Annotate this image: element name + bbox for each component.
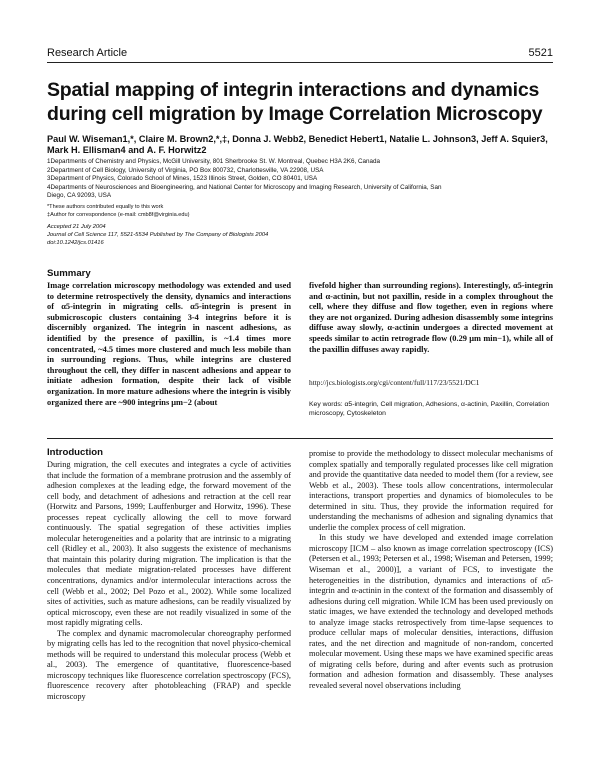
accepted-date: Accepted 21 July 2004: [47, 224, 106, 230]
section-label: Research Article: [47, 47, 128, 59]
introduction-right-column: [309, 449, 553, 692]
affiliation-3: 3Department of Physics, Colorado School of Mines, 1523 Illinois Street, Golden, CO 80401, USA: [47, 175, 318, 183]
correspondence-note: ‡Author for correspondence (e-mail: cmb8f@virginia.edu): [47, 211, 190, 218]
affiliations: [47, 158, 553, 201]
doi: doi:10.1242/jcs.01416: [47, 240, 104, 246]
intro-paragraph-1: During migration, the cell executes and integrates a cycle of activities that include the formation of a membrane protrusion and the assembly of adhesion complexes at the leading edge, the forward movement of the cell body, and detachment of adhesions and retraction at the cell rear (Horwitz and Parsons, 1999; Lauffenburger and Horwitz, 1996). These processes repeat cyclically allowing the cell to move forward continuously. The spatial segregation of these activities implies molecular heterogeneities and a polarity that are intrinsic to a migrating cell (Ridley et al., 2003). It also suggests the existence of mechanisms that maintain this polarity during migration. The implication is that the molecules that mediate migration-related processes have different concentrations, dynamics and/or intermolecular interactions across the cell (Webb et al., 2002; Del Pozo et al., 2002). While some localized sites of activities, such as mature adhesions, can be readily visualized by optical microscopy, even these are not readily visualized in some of the most rapidly migrating cells.: [47, 460, 291, 628]
journal-citation: Journal of Cell Science 117, 5521-5534 Published by The Company of Biologists 2004: [47, 232, 269, 238]
publication-info: [47, 223, 553, 247]
summary-heading: Summary: [47, 268, 91, 279]
affiliation-2: 2Department of Cell Biology, University of Virginia, PO Box 800732, Charlottesville, VA 22908, USA: [47, 166, 324, 174]
summary-left-column: Image correlation microscopy methodology was extended and used to determine retrospectively the density, dynamics and interactions of α5-integrin in migrating cells. α5-integrin is present in submicroscopic clusters containing 3-4 integrins before it is discernibly organized. The integrin in nascent adhesions, as identified by the presence of paxillin, is ~1.4 times more concentrated, ~4.5 times more clustered and much less mobile than in surrounding regions. Thus, while integrins are clustered throughout the cell, they differ in nascent adhesions and appear to initiate adhesion formation, despite their lack of visible organization. In more mature adhesions where the integrin is visibly organized there are ~900 integrins μm−2 (about: [47, 281, 291, 407]
author-list: Paul W. Wiseman1,*, Claire M. Brown2,*,‡, Donna J. Webb2, Benedict Hebert1, Natalie L. Johnson3, Jeff A. Squier3, Mark H. Ellisman4 and A. F. Horwitz2: [47, 134, 548, 155]
affiliation-1: 1Departments of Chemistry and Physics, McGill University, 801 Sherbrooke St. W. Montreal, Quebec H3A 2K6, Canada: [47, 158, 381, 165]
affiliation-4: 4Departments of Neurosciences and Bioengineering, and National Center for Microscopy and Imaging Research, University of California, San: [47, 183, 442, 191]
article-title: Spatial mapping of integrin interactions and dynamics during cell migration by Image Correlation Microscopy: [47, 79, 543, 125]
introduction-heading: Introduction: [47, 447, 103, 458]
affiliation-4-cont: Diego, CA 92093, USA: [47, 192, 112, 200]
intro-paragraph-3: promise to provide the methodology to dissect molecular mechanisms of complex spatially and temporally regulated processes like cell migration and provide the quantitative data needed to model them (for a review, see Webb et al., 2003). These tools allow concentrations, intermolecular interactions, transport properties and dynamics of biomolecules to be determined in situ. Thus, they provide the information required for understanding the mechanisms of adhesion and signaling dynamics that underlie the complex process of cell migration.: [309, 449, 553, 532]
summary-rule: [47, 438, 553, 439]
summary-right-column: fivefold higher than surrounding regions). Interestingly, α5-integrin and α-actinin, but not paxillin, reside in a complex throughout the cell, where they diffuse and flow together, even in regions where they are not organized. During adhesion disassembly some integrins diffuse away slowly, α-actinin undergoes a directed movement at speeds similar to actin retrograde flow (0.29 μm min−1), while all of the paxillin diffuses away rapidly.: [309, 281, 553, 354]
author-notes: [47, 204, 553, 219]
page-number: 5521: [528, 47, 553, 59]
header-rule: [47, 62, 553, 63]
introduction-left-column: [47, 460, 291, 703]
supplementary-link[interactable]: http://jcs.biologists.org/cgi/content/full/117/23/5521/DC1: [309, 378, 480, 387]
keywords: Key words: α5-integrin, Cell migration, Adhesions, α-actinin, Paxillin, Correlation microscopy, Cytoskeleton: [309, 401, 550, 417]
equal-contribution-note: *These authors contributed equally to this work: [47, 204, 164, 210]
intro-paragraph-4: In this study we have developed and extended image correlation microscopy [ICM – also known as image correlation spectroscopy (ICS) (Petersen et al., 1993; Petersen et al., 1998; Wiseman and Petersen, 1999; Wiseman et al., 2000)], a variant of FCS, to investigate the heterogeneities in the distribution, dynamics and interactions of α5-integrin and α-actinin in the context of the formation and disassembly of adhesions during cell migration. While ICM has been used previously on static images, we have extended the technology and developed methods to analyze image stacks retrospectively from time-lapse sequences to produce cellular maps of molecular densities, interactions, diffusion rates, and the net direction and magnitude of non-random, concerted molecular movement. Using these maps we have examined specific areas of migrating cells before, during and after events such as protrusion formation and adhesion formation and disassembly. These analyses revealed several novel observations including: [309, 533, 553, 691]
intro-paragraph-2: The complex and dynamic macromolecular choreography performed by migrating cells has led to the recognition that novel physico-chemical methods will be required to understand this molecular process (Webb et al., 2003). The emergence of quantitative, fluorescence-based microscopy techniques like fluorescence correlation spectroscopy (FCS), fluorescence recovery after photobleaching (FRAP) and speckle microscopy: [47, 628, 291, 702]
